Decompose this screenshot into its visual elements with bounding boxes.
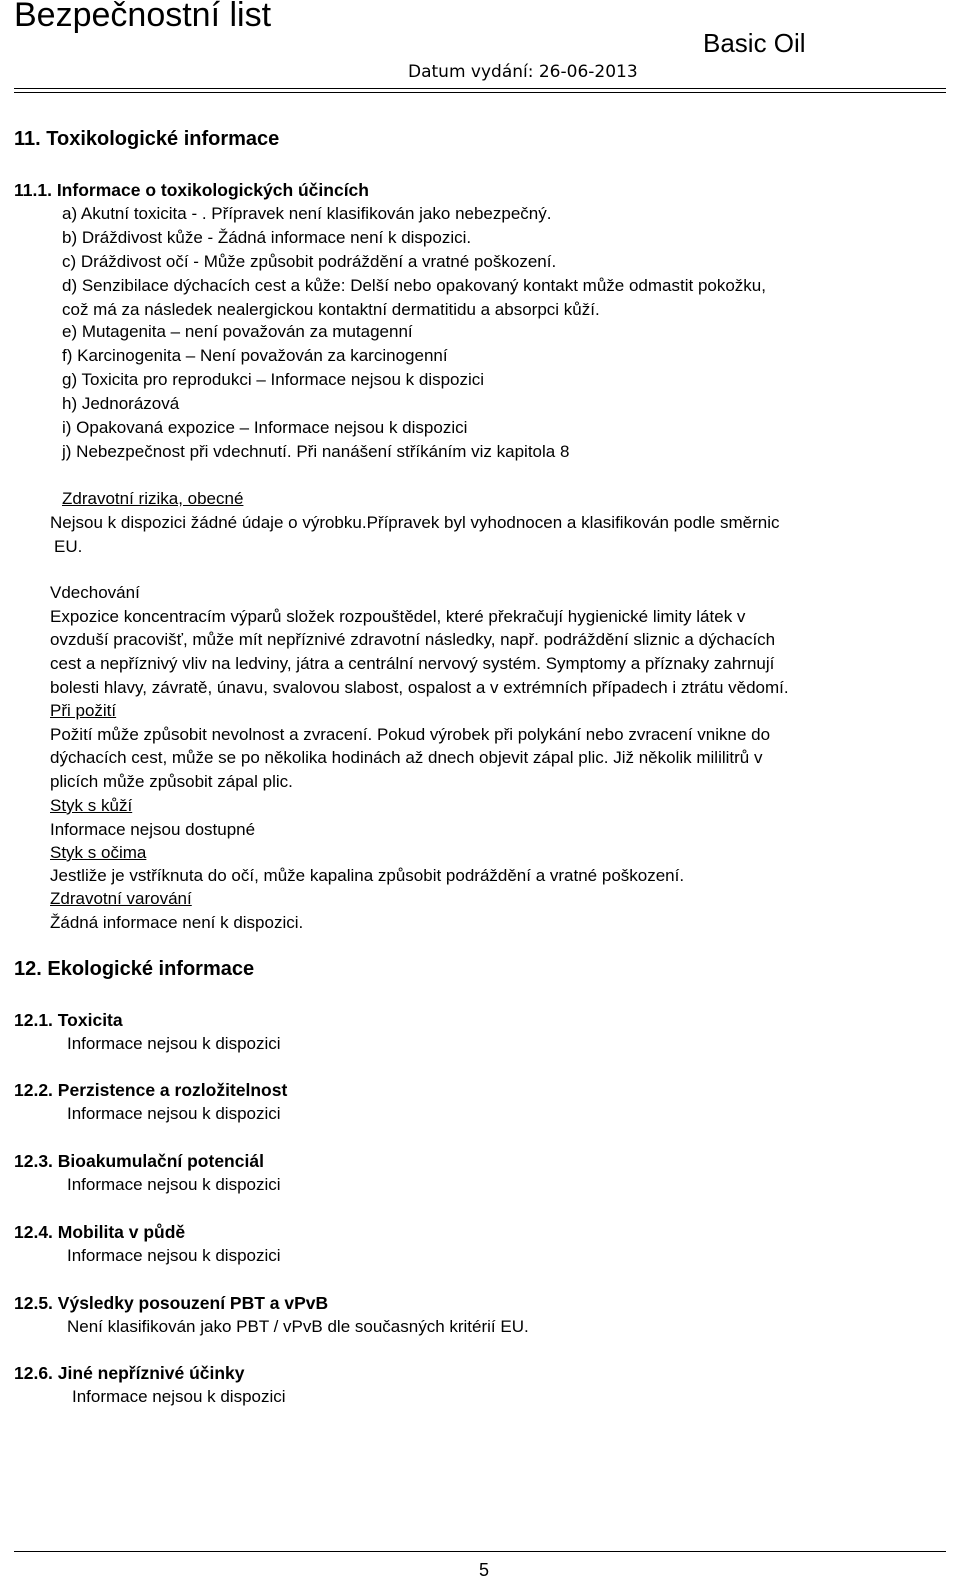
eco-item-text: Není klasifikován jako PBT / vPvB dle současných kritérií EU. [67,1317,529,1336]
eco-item-title: 12.2. Perzistence a rozložitelnost [14,1080,288,1100]
section-12-heading: 12. Ekologické informace [14,958,255,980]
inhalation-line-1: Expozice koncentracím výparů složek rozpouštědel, které překračují hygienické limity látek v [50,607,746,626]
ingestion-heading: Při požití [50,701,117,720]
tox-line-g: g) Toxicita pro reprodukci – Informace nejsou k dispozici [62,370,485,389]
health-warning-text: Žádná informace není k dispozici. [50,913,304,932]
eye-contact-text: Jestliže je vstříknuta do očí, může kapalina způsobit podráždění a vratné poškození. [50,866,685,885]
skin-contact-text: Informace nejsou dostupné [50,820,256,839]
eco-item-title: 12.6. Jiné nepříznivé účinky [14,1363,245,1383]
tox-line-i: i) Opakovaná expozice – Informace nejsou k dispozici [62,418,468,437]
eco-item-title: 12.1. Toxicita [14,1010,123,1030]
ingestion-line-2: dýchacích cest, může se po několika hodinách až dnech objevit zápal plic. Již několik mililitrů v [50,748,763,767]
health-warning-heading: Zdravotní varování [50,889,192,908]
document-title: Bezpečnostní list [14,0,272,34]
eco-item-text: Informace nejsou k dispozici [67,1246,281,1265]
inhalation-line-3: cest a nepříznivý vliv na ledviny, játra a centrální nervový systém. Symptomy a příznaky zahrnují [50,654,775,673]
eye-contact-heading: Styk s očima [50,843,147,862]
health-risks-line-2: EU. [54,537,83,556]
eco-item-text: Informace nejsou k dispozici [67,1034,281,1053]
eco-item-text: Informace nejsou k dispozici [67,1175,281,1194]
tox-line-d: d) Senzibilace dýchacích cest a kůže: Delší nebo opakovaný kontakt může odmastit pokožku, [62,276,766,295]
issue-date: Datum vydání: 26-06-2013 [408,62,638,82]
page-number: 5 [479,1560,490,1580]
tox-line-d-cont: což má za následek nealergickou kontaktní dermatitidu a absorpci kůží. [62,300,600,319]
eco-item-title: 12.4. Mobilita v půdě [14,1222,186,1242]
health-risks-line-1: Nejsou k dispozici žádné údaje o výrobku.Přípravek byl vyhodnocen a klasifikován podle směrnic [50,513,780,532]
inhalation-line-2: ovzduší pracovišť, může mít nepříznivé zdravotní následky, např. podráždění sliznic a dýchacích [50,630,776,649]
tox-line-a: a) Akutní toxicita - . Přípravek není klasifikován jako nebezpečný. [62,204,552,223]
footer-rule [14,1551,946,1552]
tox-line-b: b) Dráždivost kůže - Žádná informace není k dispozici. [62,228,472,247]
header-rule-top [14,88,946,89]
eco-item-text: Informace nejsou k dispozici [67,1104,281,1123]
eco-item-text: Informace nejsou k dispozici [72,1387,286,1406]
section-11-1-heading: 11.1. Informace o toxikologických účincích [14,180,369,200]
brand-name: Basic Oil [703,28,806,58]
eco-item-title: 12.3. Bioakumulační potenciál [14,1151,264,1171]
tox-line-e: e) Mutagenita – není považován za mutagenní [62,322,413,341]
tox-line-f: f) Karcinogenita – Není považován za karcinogenní [62,346,448,365]
ingestion-line-3: plicích může způsobit zápal plic. [50,772,293,791]
ingestion-line-1: Požití může způsobit nevolnost a zvracení. Pokud výrobek při polykání nebo zvracení vnikne do [50,725,771,744]
skin-contact-heading: Styk s kůží [50,796,133,815]
inhalation-heading: Vdechování [50,583,140,602]
eco-item-title: 12.5. Výsledky posouzení PBT a vPvB [14,1293,329,1313]
section-11-heading: 11. Toxikologické informace [14,128,280,150]
tox-line-h: h) Jednorázová [62,394,180,413]
tox-line-j: j) Nebezpečnost při vdechnutí. Při nanášení stříkáním viz kapitola 8 [62,442,570,461]
inhalation-line-4: bolesti hlavy, závratě, únavu, svalovou slabost, ospalost a v extrémních případech i ztrátu vědomí. [50,678,789,697]
tox-line-c: c) Dráždivost očí - Může způsobit podráždění a vratné poškození. [62,252,557,271]
header-rule-bottom [14,92,946,93]
health-risks-heading: Zdravotní rizika, obecné [62,489,244,508]
